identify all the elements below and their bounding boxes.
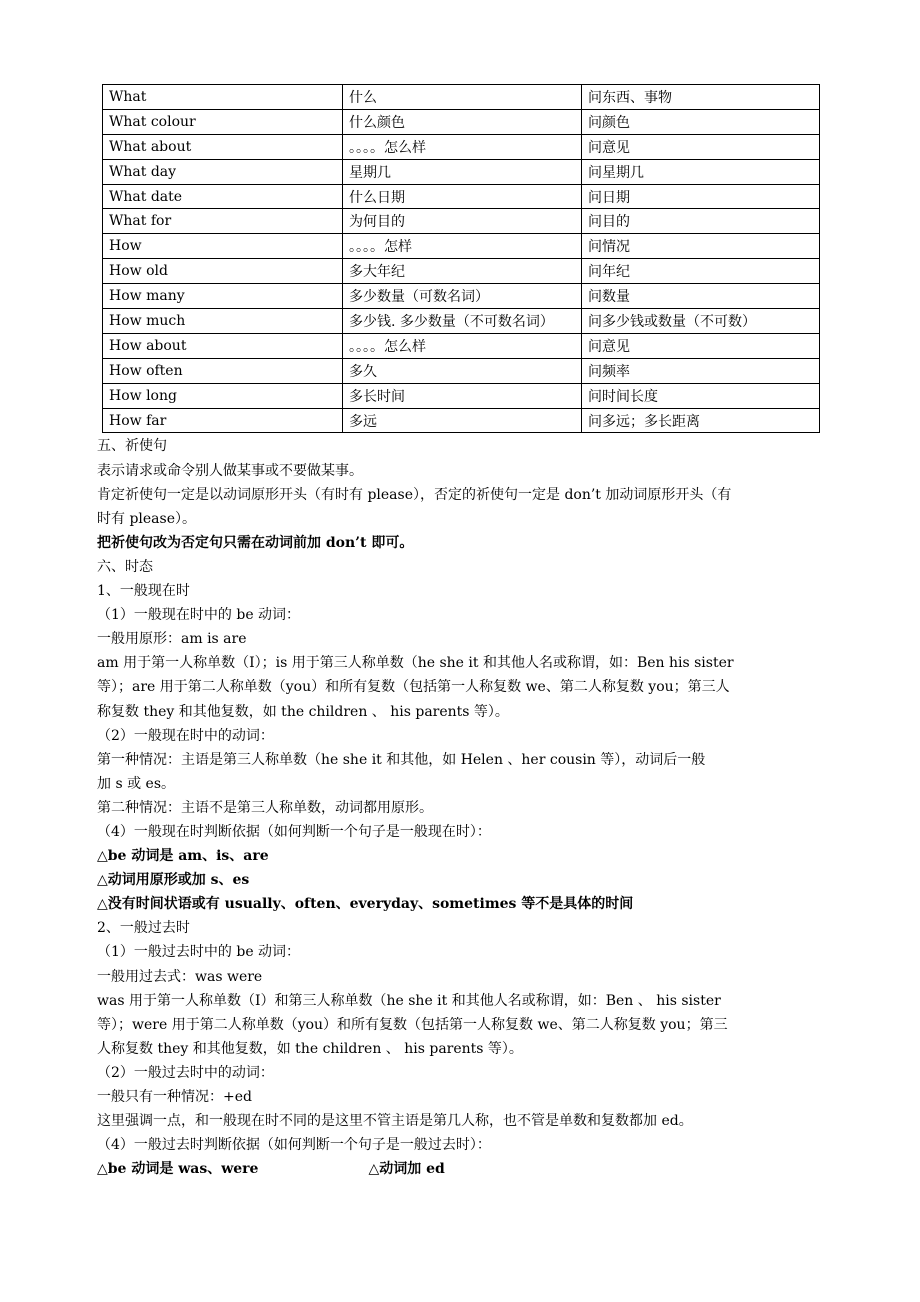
table-cell-meaning: 。。。。怎么样 xyxy=(343,333,582,358)
paragraph-line: 这里强调一点，和一般现在时不同的是这里不管主语是第几人称，也不管是单数和复数都加 ed。 xyxy=(97,1113,693,1130)
table-cell-word: How old xyxy=(103,259,343,284)
paragraph-line: 加 s 或 es。 xyxy=(97,775,176,792)
table-cell-meaning: 多长时间 xyxy=(343,383,582,408)
table-cell-usage: 问东西、事物 xyxy=(582,85,820,110)
table-cell-word: What colour xyxy=(103,109,343,134)
table-cell-usage: 问意见 xyxy=(582,333,820,358)
table-row xyxy=(103,309,820,334)
table-cell-usage: 问年纪 xyxy=(582,259,820,284)
paragraph-line: 第一种情况：主语是第三人称单数（he she it 和其他，如 Helen 、her cousin 等），动词后一般 xyxy=(97,751,706,768)
table-cell-usage: 问多少钱或数量（不可数） xyxy=(582,309,820,334)
question-word-table xyxy=(102,84,820,433)
table-cell-usage: 问时间长度 xyxy=(582,383,820,408)
table-row xyxy=(103,85,820,110)
table-cell-word: What xyxy=(103,85,343,110)
paragraph-line: （1）一般过去时中的 be 动词： xyxy=(97,944,301,961)
bold-rule-line: △动词用原形或加 s、es xyxy=(97,872,250,889)
table-row xyxy=(103,333,820,358)
paragraph-line: am 用于第一人称单数（I）；is 用于第三人称单数（he she it 和其他人名或称谓，如：Ben his sister xyxy=(97,655,734,672)
table-cell-word: What date xyxy=(103,184,343,209)
paragraph-line: （1）一般现在时中的 be 动词： xyxy=(97,607,301,624)
table-cell-usage: 问数量 xyxy=(582,284,820,309)
table-cell-word: How long xyxy=(103,383,343,408)
bold-rule-line: △没有时间状语或有 usually、often、everyday、sometimes 等不是具体的时间 xyxy=(97,896,634,913)
section-heading-tenses: 六、时态 xyxy=(97,558,153,575)
body-text xyxy=(97,434,827,1181)
table-row xyxy=(103,184,820,209)
table-row xyxy=(103,284,820,309)
paragraph-line: 第二种情况：主语不是第三人称单数，动词都用原形。 xyxy=(97,799,433,816)
table-cell-meaning: 多远 xyxy=(343,408,582,433)
paragraph-line: （4）一般现在时判断依据（如何判断一个句子是一般现在时）： xyxy=(97,823,491,840)
table-cell-meaning: 为何目的 xyxy=(343,209,582,234)
table-cell-meaning: 星期几 xyxy=(343,159,582,184)
table-row xyxy=(103,259,820,284)
table-row xyxy=(103,209,820,234)
table-cell-meaning: 。。。。怎样 xyxy=(343,234,582,259)
question-word-table-body xyxy=(103,85,820,433)
table-cell-word: What day xyxy=(103,159,343,184)
section-heading-imperative: 五、祈使句 xyxy=(97,438,167,455)
paragraph-line: 时有 please）。 xyxy=(97,510,196,527)
table-cell-usage: 问意见 xyxy=(582,134,820,159)
paragraph-line: 一般用原形：am is are xyxy=(97,631,247,648)
paragraph-line: （4）一般过去时判断依据（如何判断一个句子是一般过去时）： xyxy=(97,1137,491,1154)
table-cell-word: How many xyxy=(103,284,343,309)
bold-rule-line: 把祈使句改为否定句只需在动词前加 don’t 即可。 xyxy=(97,534,414,551)
paragraph-line: （2）一般过去时中的动词： xyxy=(97,1064,274,1081)
table-cell-meaning: 多少钱. 多少数量（不可数名词） xyxy=(343,309,582,334)
table-cell-meaning: 。。。。怎么样 xyxy=(343,134,582,159)
table-cell-usage: 问日期 xyxy=(582,184,820,209)
paragraph-line: 人称复数 they 和其他复数，如 the children 、 his parents 等）。 xyxy=(97,1040,523,1057)
table-row xyxy=(103,134,820,159)
subsection-heading: 1、一般现在时 xyxy=(97,583,190,600)
table-cell-usage: 问多远；多长距离 xyxy=(582,408,820,433)
table-row xyxy=(103,159,820,184)
document-page xyxy=(97,84,822,1181)
rule-verb-ed: △动词加 ed xyxy=(368,1161,445,1178)
paragraph-line: was 用于第一人称单数（I）和第三人称单数（he she it 和其他人名或称谓，如：Ben 、 his sister xyxy=(97,992,721,1009)
table-row xyxy=(103,408,820,433)
paragraph-line: 等）；were 用于第二人称单数（you）和所有复数（包括第一人称复数 we、第二人称复数 you；第三 xyxy=(97,1016,728,1033)
paragraph-line: 肯定祈使句一定是以动词原形开头（有时有 please），否定的祈使句一定是 don’t 加动词原形开头（有 xyxy=(97,486,732,503)
table-cell-meaning: 什么日期 xyxy=(343,184,582,209)
table-cell-word: How xyxy=(103,234,343,259)
table-row xyxy=(103,358,820,383)
table-row xyxy=(103,234,820,259)
table-cell-word: What for xyxy=(103,209,343,234)
table-row xyxy=(103,109,820,134)
table-cell-word: How about xyxy=(103,333,343,358)
paragraph-line: 等）；are 用于第二人称单数（you）和所有复数（包括第一人称复数 we、第二人称复数 you；第三人 xyxy=(97,679,730,696)
paragraph-line: 称复数 they 和其他复数，如 the children 、 his parents 等）。 xyxy=(97,703,509,720)
table-cell-usage: 问颜色 xyxy=(582,109,820,134)
table-cell-meaning: 什么颜色 xyxy=(343,109,582,134)
paragraph-line: （2）一般现在时中的动词： xyxy=(97,727,274,744)
table-cell-meaning: 什么 xyxy=(343,85,582,110)
table-cell-word: How far xyxy=(103,408,343,433)
table-cell-meaning: 多久 xyxy=(343,358,582,383)
bold-rule-line xyxy=(97,1157,827,1181)
table-cell-usage: 问频率 xyxy=(582,358,820,383)
table-row xyxy=(103,383,820,408)
table-cell-word: How often xyxy=(103,358,343,383)
table-cell-usage: 问目的 xyxy=(582,209,820,234)
subsection-heading: 2、一般过去时 xyxy=(97,920,190,937)
table-cell-usage: 问星期几 xyxy=(582,159,820,184)
table-cell-word: What about xyxy=(103,134,343,159)
table-cell-meaning: 多大年纪 xyxy=(343,259,582,284)
table-cell-usage: 问情况 xyxy=(582,234,820,259)
table-cell-meaning: 多少数量（可数名词） xyxy=(343,284,582,309)
paragraph-line: 表示请求或命令别人做某事或不要做某事。 xyxy=(97,462,363,479)
paragraph-line: 一般只有一种情况：+ed xyxy=(97,1089,252,1105)
table-cell-word: How much xyxy=(103,309,343,334)
paragraph-line: 一般用过去式：was were xyxy=(97,968,263,985)
bold-rule-line: △be 动词是 am、is、are xyxy=(97,848,269,865)
rule-be-verb: △be 动词是 was、were xyxy=(97,1161,259,1178)
